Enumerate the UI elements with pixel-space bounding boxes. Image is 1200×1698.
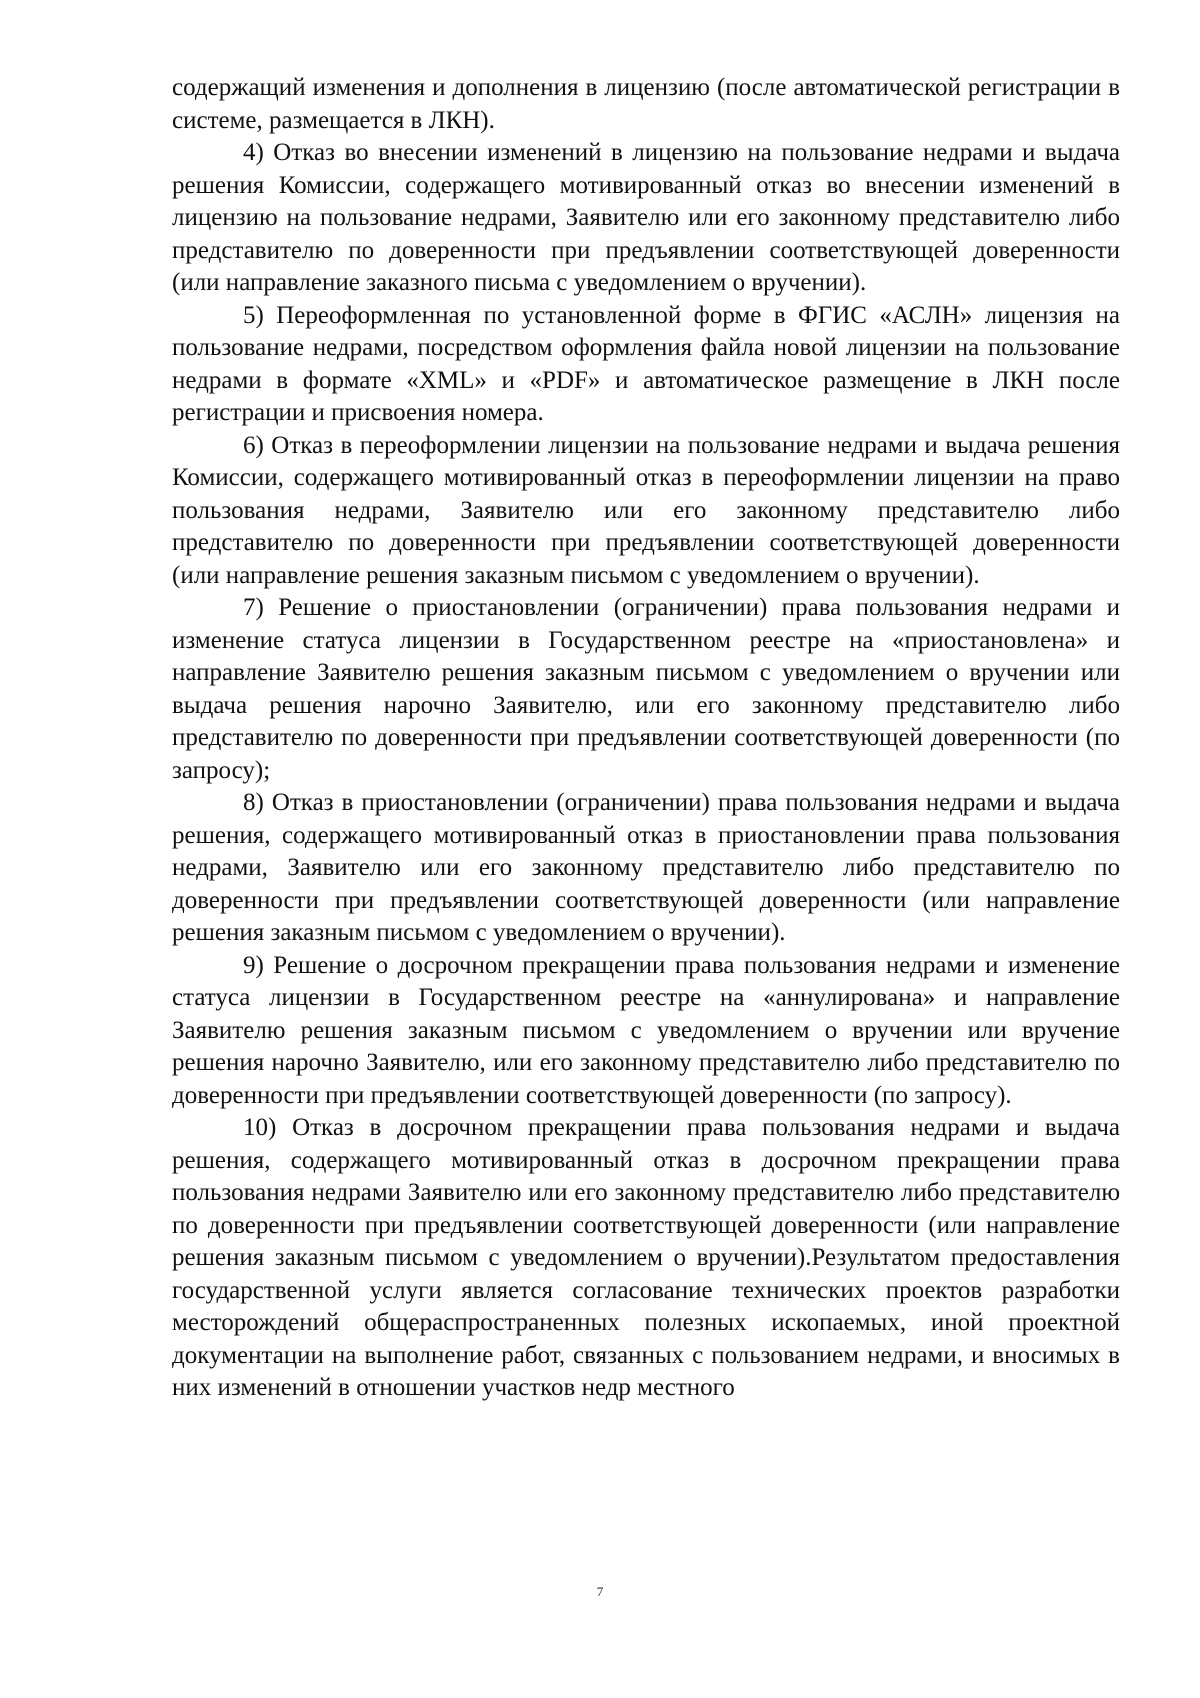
paragraph-item-9: 9) Решение о досрочном прекращении права пользования недрами и изменение статуса лицензии в Государственном реестре на «аннулирована» и направление Заявителю решения заказным письмом с уведомлением о вручении или вручение решения нарочно Заявителю, или его законному представителю либо представителю по доверенности при предъявлении соответствующей доверенности (по запросу). bbox=[172, 951, 1120, 1109]
paragraph-item-4: 4) Отказ во внесении изменений в лицензию на пользование недрами и выдача решения Комиссии, содержащего мотивированный отказ во внесении изменений в лицензию на пользование недрами, Заявителю или его законному представителю либо представителю по доверенности при предъявлении соответствующей доверенности (или направление заказного письма с уведомлением о вручении). bbox=[172, 139, 1120, 296]
paragraph-item-5: 5) Переоформленная по установленной форме в ФГИС «АСЛН» лицензия на пользование недрами, посредством оформления файла новой лицензии на пользование недрами в формате «XML» и «PDF» и автоматическое размещение в ЛКН после регистрации и присвоения номера. bbox=[172, 301, 1120, 426]
paragraph-item-10: 10) Отказ в досрочном прекращении права пользования недрами и выдача решения, содержащего мотивированный отказ в досрочном прекращении права пользования недрами Заявителю или его законному представителю либо представителю по доверенности при предъявлении соответствующей доверенности (или направление решения заказным письмом с уведомлением о вручении).Результатом предоставления государственной услуги является согласование технических проектов разработки месторождений общераспространенных полезных ископаемых, иной проектной документации на выполнение работ, связанных с пользованием недрами, и вносимых в них изменений в отношении участков недр местного bbox=[172, 1114, 1120, 1401]
paragraph-item-6: 6) Отказ в переоформлении лицензии на пользование недрами и выдача решения Комиссии, содержащего мотивированный отказ в переоформлении лицензии на право пользования недрами, Заявителю или его законному представителю либо представителю по доверенности при предъявлении соответствующей доверенности (или направление решения заказным письмом с уведомлением о вручении). bbox=[172, 431, 1120, 589]
page-number: 7 bbox=[596, 1584, 604, 1599]
paragraph-item-8: 8) Отказ в приостановлении (ограничении) права пользования недрами и выдача решения, содержащего мотивированный отказ в приостановлении права пользования недрами, Заявителю или его законному представителю либо представителю по доверенности при предъявлении соответствующей доверенности (или направление решения заказным письмом с уведомлением о вручении). bbox=[172, 789, 1120, 946]
paragraph-item-7: 7) Решение о приостановлении (ограничении) права пользования недрами и изменение статуса лицензии в Государственном реестре на «приостановлена» и направление Заявителю решения заказным письмом с уведомлением о вручении или выдача решения нарочно Заявителю, или его законному представителю либо представителю по доверенности при предъявлении соответствующей доверенности (по запросу); bbox=[172, 594, 1120, 784]
document-body bbox=[172, 72, 1120, 1405]
paragraph-continuation: содержащий изменения и дополнения в лицензию (после автоматической регистрации в системе, размещается в ЛКН). bbox=[172, 74, 1120, 134]
